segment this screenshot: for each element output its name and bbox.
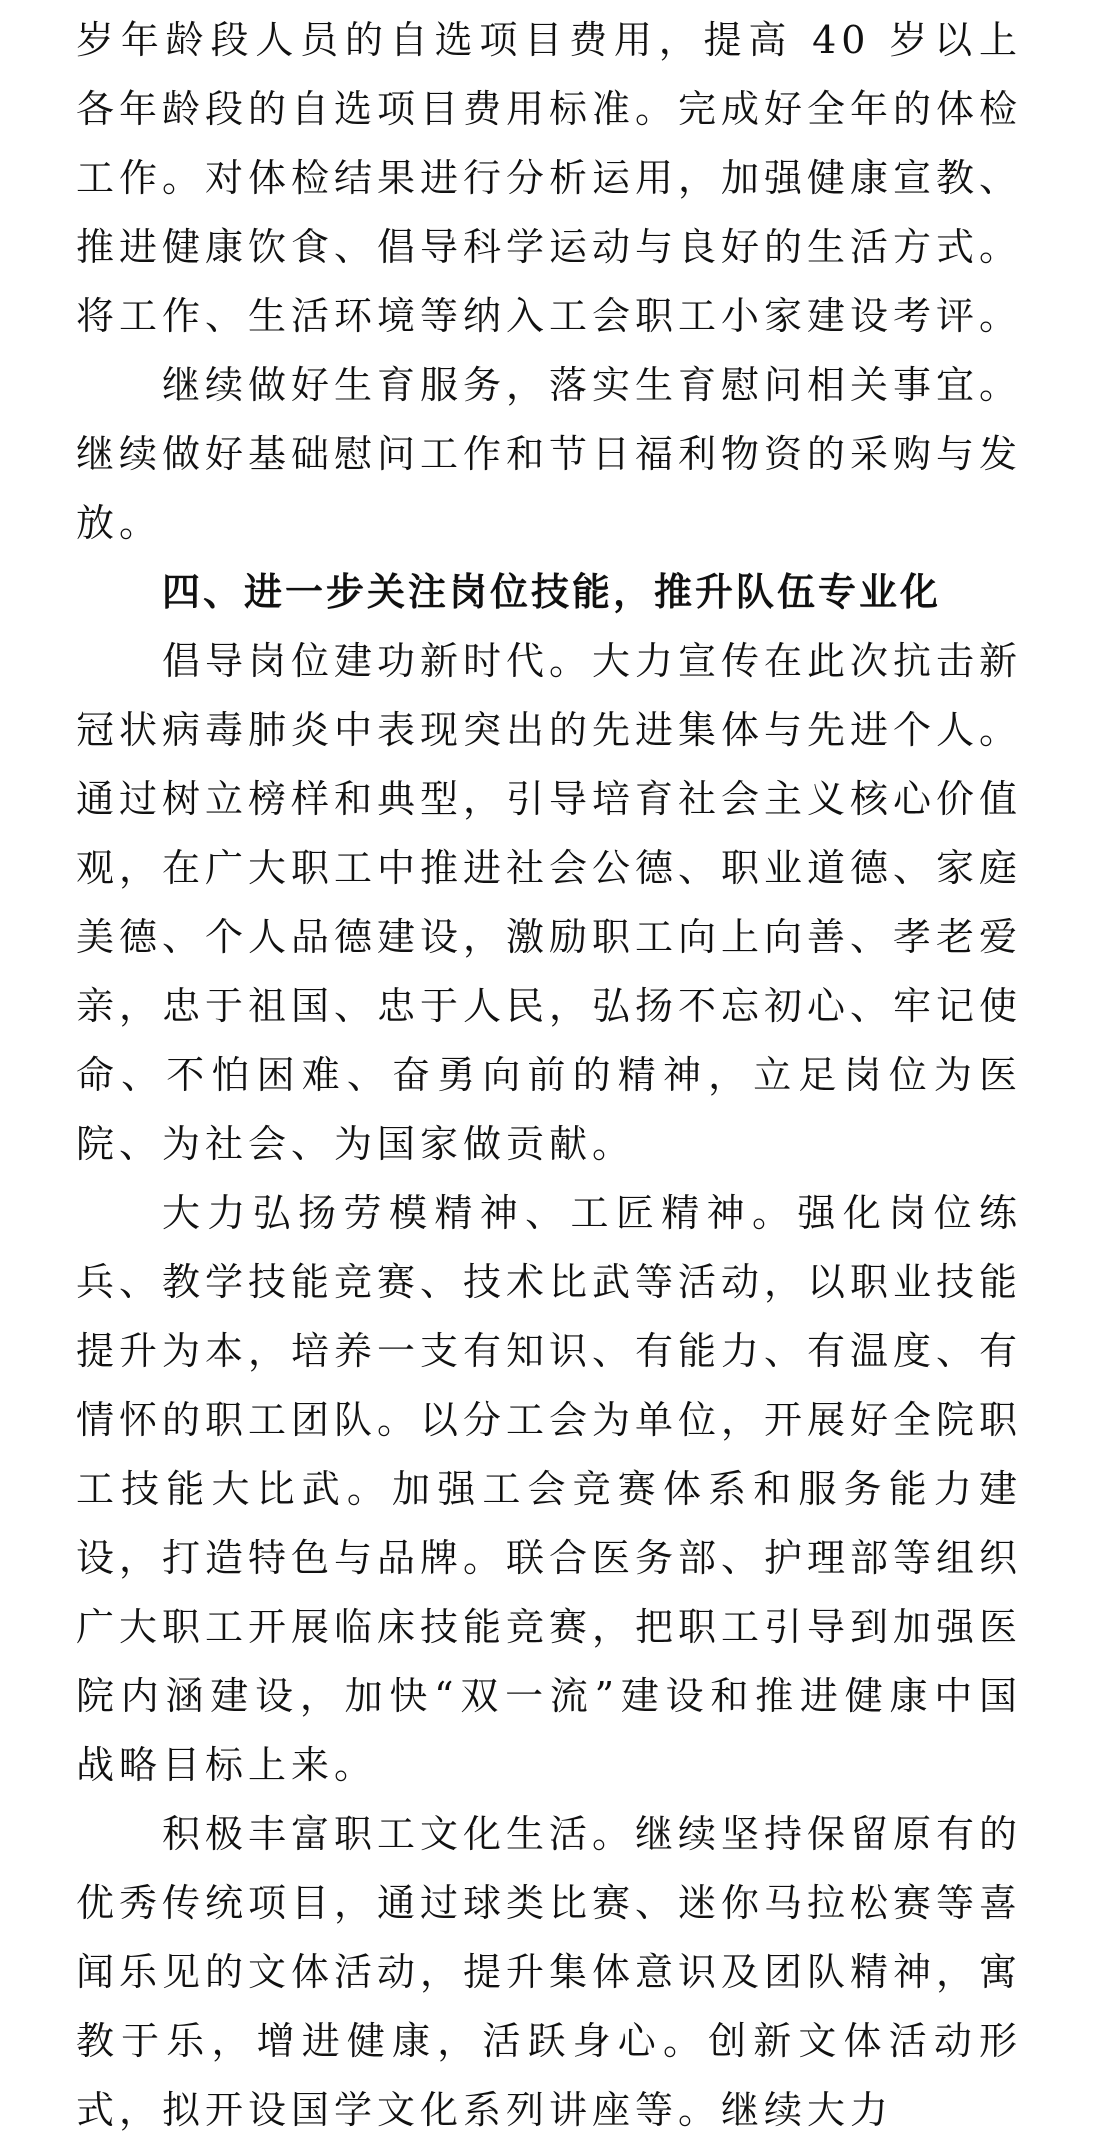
document-body (76, 6, 1022, 2145)
paragraph-model-worker-spirit: 大力弘扬劳模精神、工匠精神。强化岗位练兵、教学技能竞赛、技术比武等活动，以职业技能提升为本，培养一支有知识、有能力、有温度、有情怀的职工团队。以分工会为单位，开展好全院职工技能大比武。加强工会竞赛体系和服务能力建设，打造特色与品牌。联合医务部、护理部等组织广大职工开展临床技能竞赛，把职工引导到加强医院内涵建设，加快“双一流”建设和推进健康中国战略目标上来。 (76, 1191, 1023, 1787)
section-heading: 四、进一步关注岗位技能，推升队伍专业化 (162, 570, 942, 614)
paragraph-cultural-life: 积极丰富职工文化生活。继续坚持保留原有的优秀传统项目，通过球类比赛、迷你马拉松赛等喜闻乐见的文体活动，提升集体意识及团队精神，寓教于乐，增进健康，活跃身心。创新文体活动形式，拟开设国学文化系列讲座等。继续大力 (76, 1812, 1023, 2132)
paragraph-post-contribution: 倡导岗位建功新时代。大力宣传在此次抗击新冠状病毒肺炎中表现突出的先进集体与先进个人。通过树立榜样和典型，引导培育社会主义核心价值观，在广大职工中推进社会公德、职业道德、家庭美德、个人品德建设，激励职工向上向善、孝老爱亲，忠于祖国、忠于人民，弘扬不忘初心、牢记使命、不怕困难、奋勇向前的精神，立足岗位为医院、为社会、为国家做贡献。 (76, 639, 1023, 1166)
paragraph-continuation: 岁年龄段人员的自选项目费用，提高 40 岁以上各年龄段的自选项目费用标准。完成好全年的体检工作。对体检结果进行分析运用，加强健康宣教、推进健康饮食、倡导科学运动与良好的生活方式。将工作、生活环境等纳入工会职工小家建设考评。 (76, 18, 1023, 338)
paragraph-maternity-service: 继续做好生育服务，落实生育慰问相关事宜。继续做好基础慰问工作和节日福利物资的采购与发放。 (76, 363, 1023, 545)
